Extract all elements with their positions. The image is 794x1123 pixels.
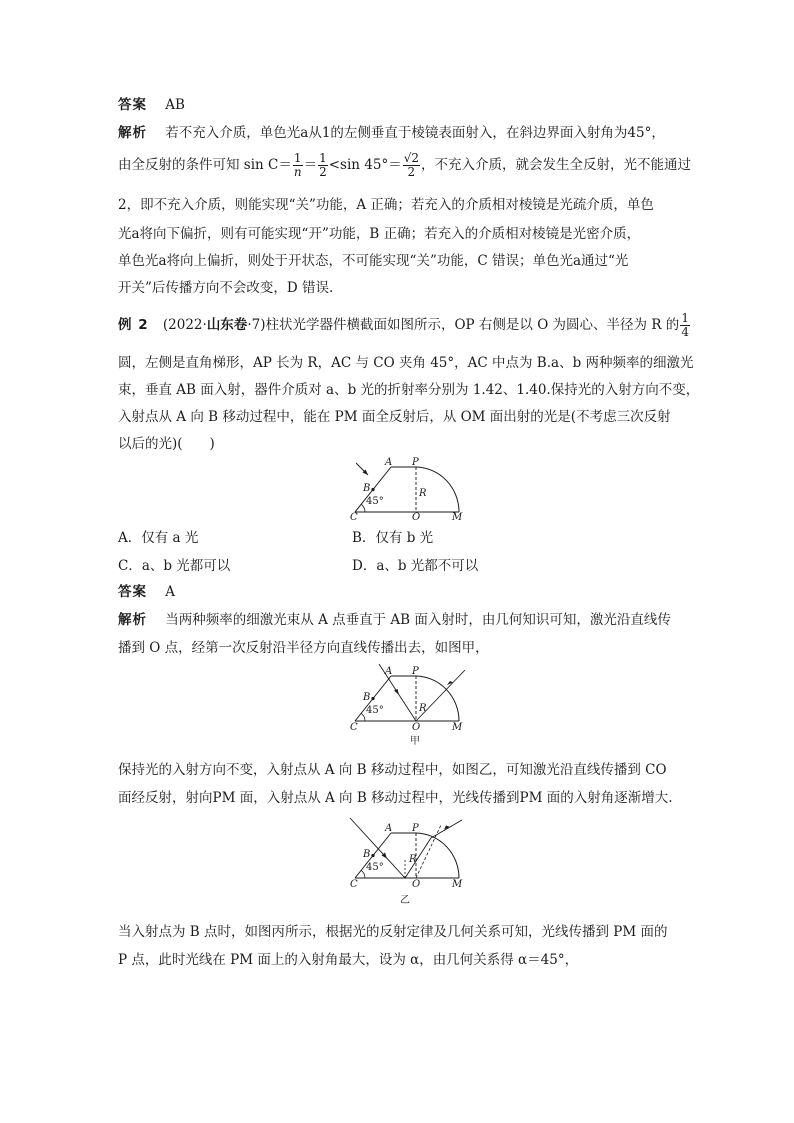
numerator: √2 [403, 151, 419, 165]
source-bold: 山东卷 [206, 317, 248, 333]
label-p: P [412, 823, 419, 834]
label-p: P [412, 457, 419, 468]
option-a[interactable]: A．仅有 a 光 [118, 530, 199, 546]
q2-stem-line-5: 以后的光)( ) [118, 436, 215, 452]
answer-label: 答案 [118, 97, 147, 113]
label-angle: 45° [366, 862, 384, 873]
numerator: 1 [681, 311, 689, 325]
q2-stem-line-2: 圆，左侧是直角梯形，AP 长为 R，AC 与 CO 夹角 45°，AC 中点为 B.a、b 两种频率的细激光 [118, 355, 694, 371]
numerator: 1 [293, 151, 302, 165]
figure-jia [325, 660, 475, 746]
analysis-text: 若不充入介质，单色光a从1的左侧垂直于棱镜表面射入，在斜边界面入射角为45°， [165, 125, 665, 141]
fraction-1-over-2 [318, 152, 328, 179]
label-o: O [412, 512, 421, 523]
label-c: C [350, 879, 358, 890]
fraction-quarter [680, 312, 690, 339]
option-d[interactable]: D．a、b 光都不可以 [352, 558, 479, 574]
label-m: M [452, 722, 463, 733]
label-b: B [363, 849, 371, 860]
caption-yi: 乙 [400, 895, 410, 906]
label-a: A [385, 457, 393, 468]
q2-stem-line-1 [118, 310, 691, 340]
q1-answer-line [118, 97, 185, 113]
label-a: A [385, 666, 393, 677]
label-r: R [419, 488, 427, 499]
option-c[interactable]: C．a、b 光都可以 [118, 558, 231, 574]
q2-analysis-line-4: 面经反射，射向PM 面，入射点从 A 向 B 移动过程中，光线传播到PM 面的入射角逐渐增大. [118, 790, 673, 806]
denominator: 2 [407, 165, 416, 179]
q2-analysis-line-1 [118, 612, 671, 628]
denominator: 4 [681, 325, 689, 339]
analysis-label: 解析 [118, 125, 147, 141]
numerator: 1 [319, 151, 327, 165]
q2-analysis-line-5: 当入射点为 B 点时，如图丙所示，根据光的反射定律及几何关系可知，光线传播到 PM 面的 [118, 924, 668, 940]
source-text: (2022· [162, 317, 207, 333]
answer-value: AB [165, 97, 185, 113]
label-o: O [412, 722, 421, 733]
arrow-head [394, 689, 399, 695]
label-b: B [363, 483, 371, 494]
q2-answer-line [118, 584, 175, 600]
q1-analysis-line-1 [118, 125, 665, 141]
label-a: A [385, 823, 393, 834]
figure-device-cross-section [325, 457, 475, 523]
q1-analysis-line-2 [118, 150, 691, 180]
label-m: M [452, 879, 463, 890]
q1-analysis-line-3: 2，即不充入介质，则能实现“关”功能，A 正确；若充入的介质相对棱镜是光疏介质，单色 [118, 197, 654, 213]
angle-arc [361, 504, 365, 512]
denominator: 2 [319, 165, 327, 179]
quarter-arc-pm [416, 833, 459, 878]
text-segment: <sin 45°＝ [328, 157, 402, 173]
label-c: C [350, 512, 358, 523]
q1-analysis-line-4: 光a将向下偏折，则有可能实现“开”功能，B 正确；若充入的介质相对棱镜是光密介质， [118, 226, 641, 242]
answer-value: A [165, 584, 176, 600]
q1-analysis-line-5: 单色光a将向上偏折，则处于开状态，不可能实现“关”功能，C 错误；单色光a通过“光 [118, 253, 629, 269]
q2-analysis-line-6: P 点，此时光线在 PM 面上的入射角最大，设为 α，由几何关系得 α＝45°， [118, 952, 579, 968]
angle-arc [361, 870, 365, 878]
label-c: C [350, 722, 358, 733]
figure-yi [325, 815, 475, 907]
q2-analysis-line-2: 播到 O 点，经第一次反射沿半径方向直线传播出去，如图甲， [118, 640, 489, 656]
denominator: n [293, 165, 302, 179]
text-segment: ，不充入介质，就会发生全反射，光不能通过 [421, 157, 691, 173]
analysis-text: 当两种频率的细激光束从 A 点垂直于 AB 面入射时，由几何知识可知，激光沿直线传 [165, 612, 671, 628]
point-b [371, 854, 374, 857]
label-angle: 45° [366, 705, 384, 716]
label-angle: 45° [366, 496, 384, 507]
point-b [371, 488, 374, 491]
label-r: R [409, 854, 417, 865]
analysis-label: 解析 [118, 612, 147, 628]
label-p: P [412, 666, 419, 677]
stem-text: 柱状光学器件横截面如图所示，OP 右侧是以 O 为圆心、半径为 R 的 [265, 317, 680, 333]
refracted-ray [431, 820, 462, 838]
answer-label: 答案 [118, 584, 147, 600]
q2-stem-line-3: 束，垂直 AB 面入射，器件介质对 a、b 光的折射率分别为 1.42、1.40.保持光的入射方向不变， [118, 382, 700, 398]
label-b: B [363, 692, 371, 703]
angle-arc [361, 713, 365, 721]
q1-analysis-line-6: 开关”后传播方向不会改变，D 错误. [118, 280, 334, 296]
text-segment: 由全反射的条件可知 sin C＝ [118, 157, 292, 173]
label-r: R [419, 703, 427, 714]
q2-analysis-line-3: 保持光的入射方向不变，入射点从 A 向 B 移动过程中，如图乙，可知激光沿直线传播到 CO [118, 762, 667, 778]
option-b[interactable]: B．仅有 b 光 [352, 530, 434, 546]
label-o: O [412, 879, 421, 890]
source-text: ·7) [247, 317, 266, 333]
q2-stem-line-4: 入射点从 A 向 B 移动过程中，能在 PM 面全反射后，从 OM 面出射的光是(不考虑三次反射 [118, 409, 671, 425]
example-label: 例 2 [118, 317, 149, 333]
caption-jia: 甲 [410, 736, 420, 746]
fraction-1-over-n [293, 152, 303, 179]
fraction-sqrt2-over-2 [403, 152, 420, 179]
point-b [371, 697, 374, 700]
text-segment: ＝ [303, 157, 318, 173]
label-m: M [452, 512, 463, 523]
